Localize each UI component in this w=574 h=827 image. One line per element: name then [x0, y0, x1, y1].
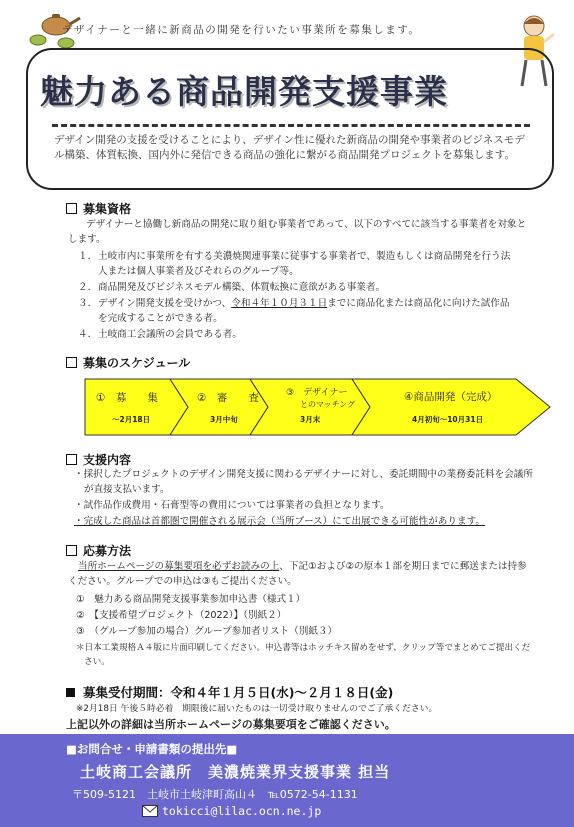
apply-heading-label: 応募方法 [83, 544, 132, 558]
qualification-heading [66, 200, 131, 217]
contact-footer [0, 734, 574, 827]
qualification-item-3-pre: デザイン開発支援を受けかつ、 [98, 298, 232, 309]
support-item-2: ・試作品作成費用・石膏型等の費用については事業者の負担となります。 [74, 500, 390, 511]
apply-doc-3: ③ （グループ参加の場合）グループ参加者リスト（別紙３） [76, 626, 338, 637]
step-3-label-1: ③ デザイナー [286, 388, 348, 398]
footer-org: 土岐商工会議所 美濃焼業界支援事業 担当 [80, 763, 391, 781]
deadline-underline: 令和４年１０月３１日 [231, 298, 328, 309]
qualification-num-2: ２． [78, 282, 98, 293]
details-note: 上記以外の詳細は当所ホームページの募集要項をご確認ください。 [66, 718, 396, 731]
footer-heading: ■お問合せ・申請書類の提出先■ [66, 742, 238, 756]
qualification-lead: デザイナーと協働し新商品の開発に取り組む事業者であって、以下のすべてに該当する事業者を対象とします。 [68, 219, 527, 245]
step-2-date: 3月中旬 [210, 415, 238, 424]
apply-doc-2: ② 【支援希望プロジェクト（2022）】（別紙２） [76, 610, 287, 621]
support-item-1: ・採択したプロジェクトのデザイン開発支援に関わるデザイナーに対し、委託期間中の業務委託料を会議所が直接支払います。 [74, 469, 533, 495]
support-item-3-text: ・完成した商品は首都圏で開催される展示会（当所ブース）にて出展できる可能性があります。 [74, 516, 485, 527]
apply-note: ＊日本工業規格Ａ４版に片面印刷してください。申込書等はホッチキス留めをせず、クリップ等でまとめてご提出ください。 [76, 643, 531, 667]
qualification-num-4: ４． [78, 329, 98, 340]
footer-email[interactable]: tokicci@lilac.ocn.ne.jp [162, 804, 322, 818]
qualification-item-1: 土岐市内に事業所を有する美濃焼関連事業に従事する事業者で、製造もしくは商品開発を行う法人または個人事業者及びそれらのグループ等。 [98, 251, 511, 277]
step-3-date: 3月末 [300, 415, 321, 424]
support-item-3 [74, 514, 540, 529]
qualification-item-3 [98, 296, 518, 326]
schedule-heading-label: 募集のスケジュール [83, 356, 191, 370]
qualification-item-3-post: までに商品化または商品化に向けた試作品を完成することができる者。 [98, 298, 510, 324]
apply-heading [66, 542, 131, 559]
period-note: ※2月18日 午後５時必着 期限後に届いたものは一切受け取りませんのでご了承ください。 [76, 704, 438, 714]
step-4-label: ④商品開発（完成） [404, 391, 498, 403]
tagline: デザイナーと一緒に新商品の開発を行いたい事業所を募集します。 [62, 24, 421, 36]
period-heading-label: 募集受付期間：令和４年１月５日(水)～２月１８日(金) [83, 685, 394, 700]
footer-address: 〒509-5121 土岐市土岐津町高山４ ℡0572-54-1131 [72, 788, 358, 801]
title-divider [52, 124, 530, 127]
step-1-date: ～2月18日 [112, 415, 151, 424]
support-heading [66, 451, 131, 468]
step-4-date: 4月初旬～10月31日 [412, 415, 484, 424]
checkbox-square-icon [66, 454, 77, 465]
apply-lead-underline: 当所ホームページの募集要項を必ずお読みの上 [78, 561, 280, 572]
apply-lead-rest: 、下記①および②の原本１部を期日までに郵送または持参ください。グループでの申込は③もご提出ください。 [68, 561, 527, 587]
qualification-item-2: 商品開発及びビジネスモデル構築、体質転換に意欲がある事業者。 [98, 282, 386, 293]
qualification-num-1: １． [78, 251, 98, 262]
schedule-heading [66, 354, 190, 371]
schedule-step-4 [352, 379, 550, 435]
step-2-label: ② 審 査 [197, 392, 259, 404]
qualification-item-4: 土岐商工会議所の会員である者。 [98, 329, 242, 340]
page-title: 魅力ある商品開発支援事業 [40, 72, 448, 111]
support-heading-label: 支援内容 [83, 453, 132, 467]
schedule-step-1 [85, 379, 188, 435]
intro-text: デザイン開発の支援を受けることにより、デザイン性に優れた新商品の開発や事業者のビジネスモデル構築、体質転換、国内外に発信できる商品の強化に繋がる商品開発プロジェクトを募集します。 [54, 134, 525, 161]
checkbox-square-icon [66, 545, 77, 556]
qualification-heading-label: 募集資格 [83, 202, 132, 216]
apply-doc-1: ① 魅力ある商品開発支援事業参加申込書（様式１） [76, 594, 306, 605]
step-3-label-2: とのマッチング [300, 400, 356, 409]
checkbox-square-icon [66, 203, 77, 214]
filled-square-icon [66, 688, 75, 697]
period-heading [66, 683, 393, 701]
qualification-num-3: ３． [78, 298, 98, 309]
checkbox-square-icon [66, 357, 77, 368]
apply-lead [68, 559, 530, 589]
envelope-icon [142, 805, 158, 817]
step-1-label: ① 募 集 [96, 392, 158, 404]
